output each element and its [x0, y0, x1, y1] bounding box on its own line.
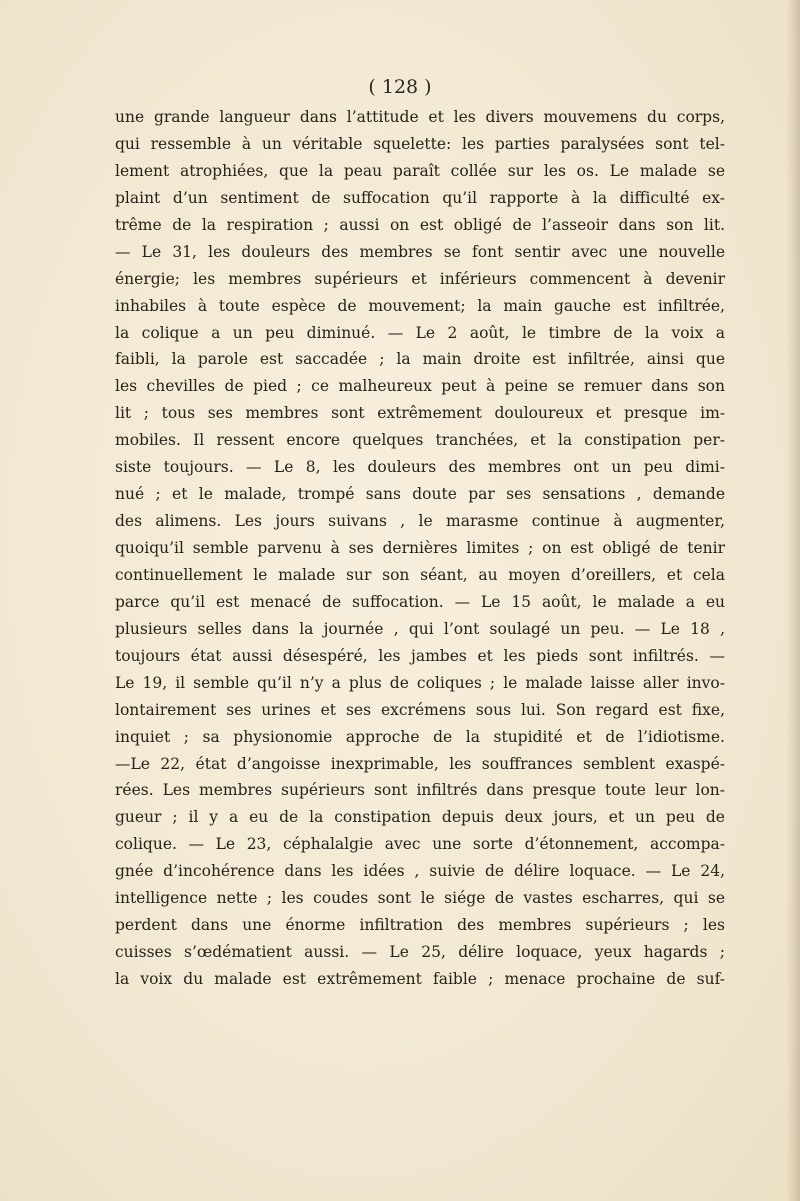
text-line: mobiles. Il ressent encore quelques tranchées, et la constipation per- [115, 431, 725, 450]
text-line: intelligence nette ; les coudes sont le siége de vastes escharres, qui se [115, 889, 725, 908]
text-line: énergie; les membres supérieurs et inférieurs commencent à devenir [115, 269, 725, 288]
text-line: plusieurs selles dans la journée , qui l’ont soulagé un peu. — Le 18 , [115, 619, 725, 638]
text-line: colique. — Le 23, céphalalgie avec une sorte d’étonnement, accompa- [115, 835, 725, 854]
body-text [115, 104, 725, 993]
text-line: des alimens. Les jours suivans , le marasme continue à augmenter, [115, 512, 725, 531]
text-line: gueur ; il y a eu de la constipation depuis deux jours, et un peu de [115, 808, 725, 827]
text-line: trême de la respiration ; aussi on est obligé de l’asseoir dans son lit. [115, 215, 725, 234]
text-line: une grande langueur dans l’attitude et les divers mouvemens du corps, [115, 108, 725, 126]
text-line: lement atrophiées, que la peau paraît collée sur les os. Le malade se [115, 161, 725, 180]
text-line: lontairement ses urines et ses excrémens sous lui. Son regard est fixe, [115, 700, 725, 719]
text-line: la voix du malade est extrêmement faible ; menace prochaine de suf- [115, 970, 725, 988]
text-line: cuisses s’œdématient aussi. — Le 25, délire loquace, yeux hagards ; [115, 943, 725, 962]
text-line: — Le 31, les douleurs des membres se font sentir avec une nouvelle [115, 242, 725, 261]
text-line: parce qu’il est menacé de suffocation. — Le 15 août, le malade a eu [115, 592, 725, 611]
text-line: lit ; tous ses membres sont extrêmement douloureux et presque im- [115, 404, 725, 423]
text-line: les chevilles de pied ; ce malheureux peut à peine se remuer dans son [115, 377, 725, 396]
text-line: rées. Les membres supérieurs sont infiltrés dans presque toute leur lon- [115, 781, 725, 800]
text-line: Le 19, il semble qu’il n’y a plus de coliques ; le malade laisse aller invo- [115, 673, 725, 692]
text-line: quoiqu’il semble parvenu à ses dernières limites ; on est obligé de tenir [115, 539, 725, 557]
page-edge-shadow [786, 0, 800, 1201]
text-line: —Le 22, état d’angoisse inexprimable, les souffrances semblent exaspé- [115, 754, 725, 773]
text-line: la colique a un peu diminué. — Le 2 août, le timbre de la voix a [115, 323, 725, 342]
text-line: faibli, la parole est saccadée ; la main droite est infiltrée, ainsi que [115, 350, 725, 369]
text-line: plaint d’un sentiment de suffocation qu’il rapporte à la difficulté ex- [115, 188, 725, 207]
text-line: toujours état aussi désespéré, les jambes et les pieds sont infiltrés. — [115, 646, 725, 665]
text-line: continuellement le malade sur son séant, au moyen d’oreillers, et cela [115, 565, 725, 584]
text-line: perdent dans une énorme infiltration des membres supérieurs ; les [115, 916, 725, 935]
text-line: inhabiles à toute espèce de mouvement; la main gauche est infiltrée, [115, 296, 725, 315]
text-line: siste toujours. — Le 8, les douleurs des membres ont un peu dimi- [115, 458, 725, 477]
text-line: inquiet ; sa physionomie approche de la stupidité et de l’idiotisme. [115, 727, 725, 746]
text-line: gnée d’incohérence dans les idées , suivie de délire loquace. — Le 24, [115, 862, 725, 881]
text-line: qui ressemble à un véritable squelette: les parties paralysées sont tel- [115, 134, 725, 153]
text-line: nué ; et le malade, trompé sans doute par ses sensations , demande [115, 485, 725, 504]
page-number: ( 128 ) [368, 76, 432, 98]
